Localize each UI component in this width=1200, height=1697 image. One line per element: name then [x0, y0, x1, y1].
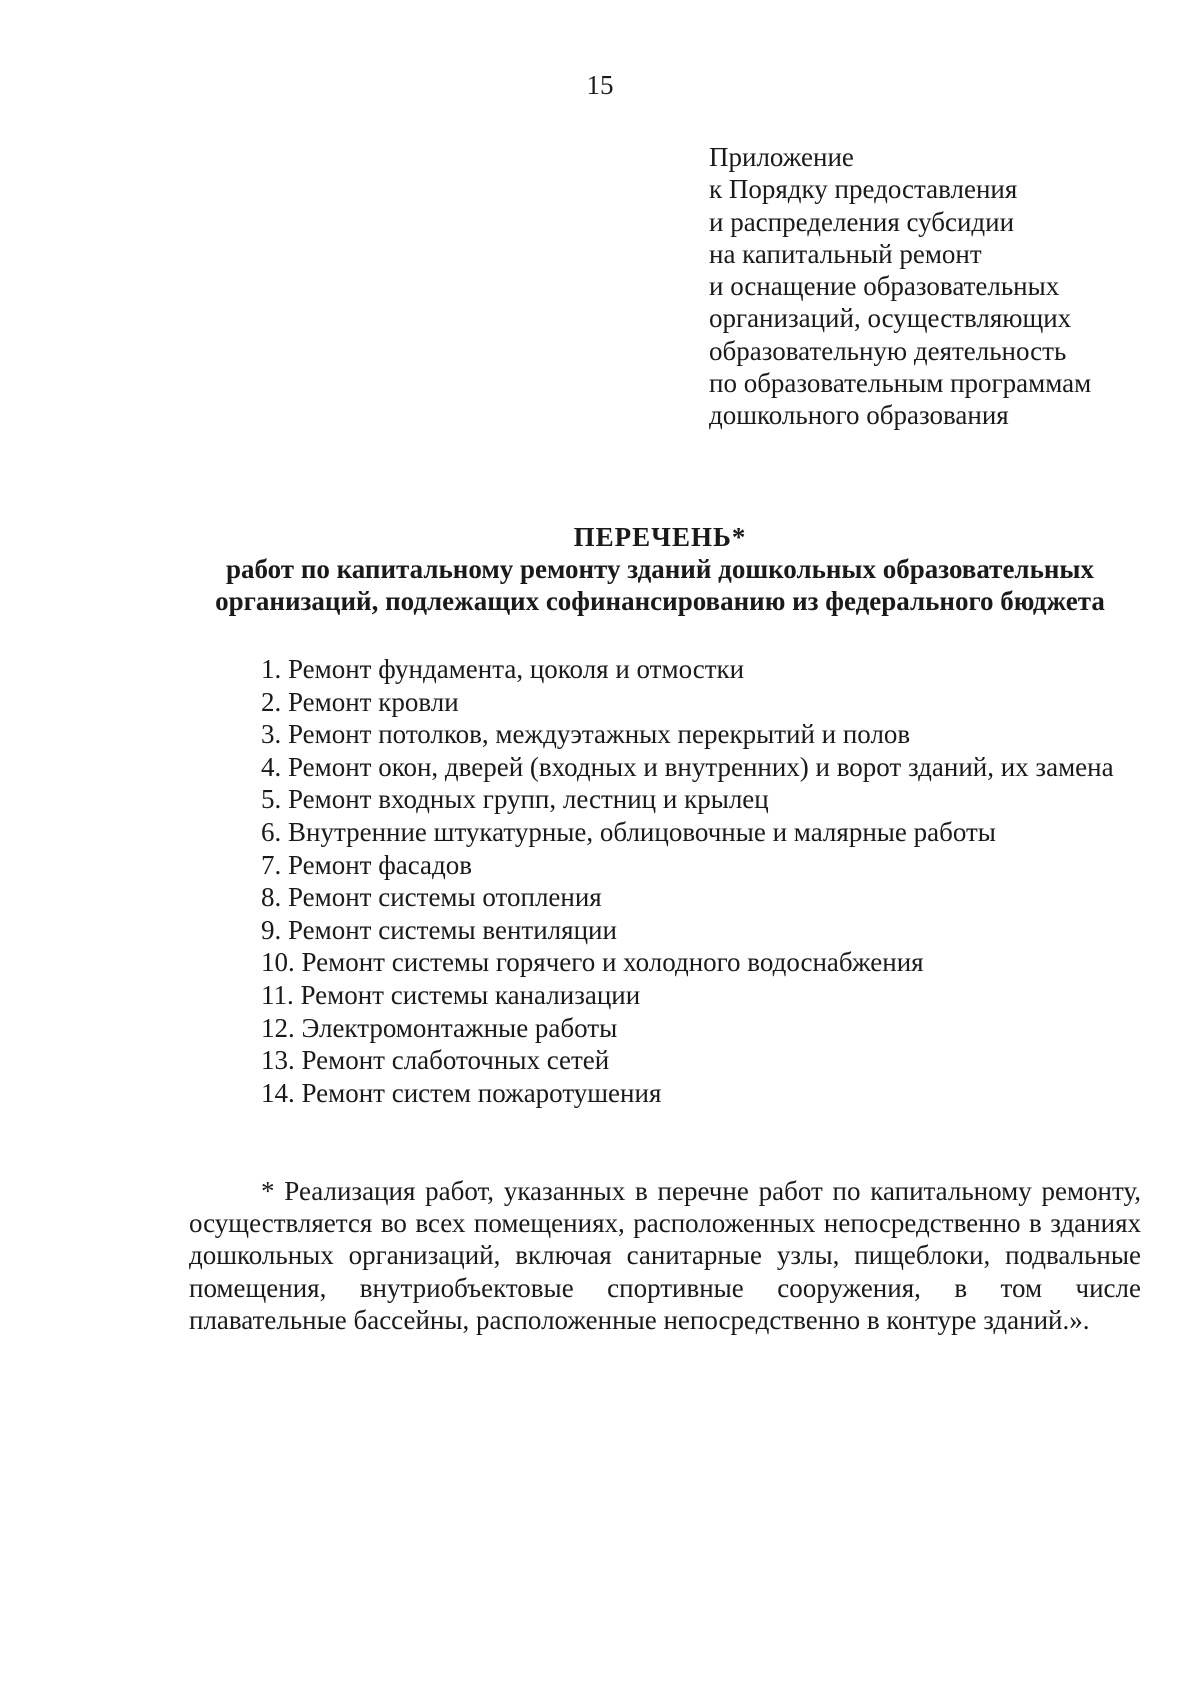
appendix-line: на капитальный ремонт [709, 238, 982, 269]
list-item: 5. Ремонт входных групп, лестниц и крылец [261, 784, 769, 815]
appendix-line: и оснащение образовательных [709, 271, 1060, 302]
list-item: 3. Ремонт потолков, междуэтажных перекрытий и полов [261, 719, 911, 750]
list-item: 2. Ремонт кровли [261, 686, 459, 717]
appendix-reference [709, 141, 1169, 432]
list-item: 7. Ремонт фасадов [261, 849, 472, 880]
appendix-line: и распределения субсидии [709, 206, 1015, 237]
list-item: 10. Ремонт системы горячего и холодного водоснабжения [261, 947, 924, 978]
document-subtitle-line: организаций, подлежащих софинансированию из федерального бюджета [215, 586, 1105, 616]
appendix-line: по образовательным программам [709, 368, 1092, 399]
document-subtitle-line: работ по капитальному ремонту зданий дошкольных образовательных [226, 554, 1094, 584]
list-item: 13. Ремонт слаботочных сетей [261, 1045, 610, 1076]
list-item: 1. Ремонт фундамента, цоколя и отмостки [261, 654, 745, 684]
appendix-line: Приложение [709, 142, 854, 172]
list-item: 12. Электромонтажные работы [261, 1012, 618, 1043]
list-item: 4. Ремонт окон, дверей (входных и внутренних) и ворот зданий, их замена [261, 751, 1114, 782]
appendix-line: организаций, осуществляющих [709, 303, 1072, 334]
document-title: ПЕРЕЧЕНЬ* [573, 522, 747, 552]
list-item: 9. Ремонт системы вентиляции [261, 914, 617, 945]
works-list [189, 653, 1141, 1109]
appendix-line: образовательную деятельность [709, 335, 1067, 366]
list-item: 8. Ремонт системы отопления [261, 882, 602, 913]
appendix-line: дошкольного образования [709, 400, 1009, 431]
list-item: 11. Ремонт системы канализации [261, 979, 641, 1010]
appendix-line: к Порядку предоставления [709, 174, 1018, 205]
footnote: * Реализация работ, указанных в перечне работ по капитальному ремонту, осуществляется во всех помещениях, расположенных непосредственно в зданиях дошкольных организаций, включая санитарные узлы, пищеблоки, подвальные помещения, внутриобъектовые спортивные сооружения, в том числе плавательные бассейны, расположенные непосредственно в контуре зданий.». [189, 1176, 1141, 1335]
document-heading [180, 521, 1140, 617]
list-item: 14. Ремонт систем пожаротушения [261, 1077, 662, 1108]
list-item: 6. Внутренние штукатурные, облицовочные и малярные работы [261, 816, 996, 847]
page-number: 15 [586, 70, 614, 100]
